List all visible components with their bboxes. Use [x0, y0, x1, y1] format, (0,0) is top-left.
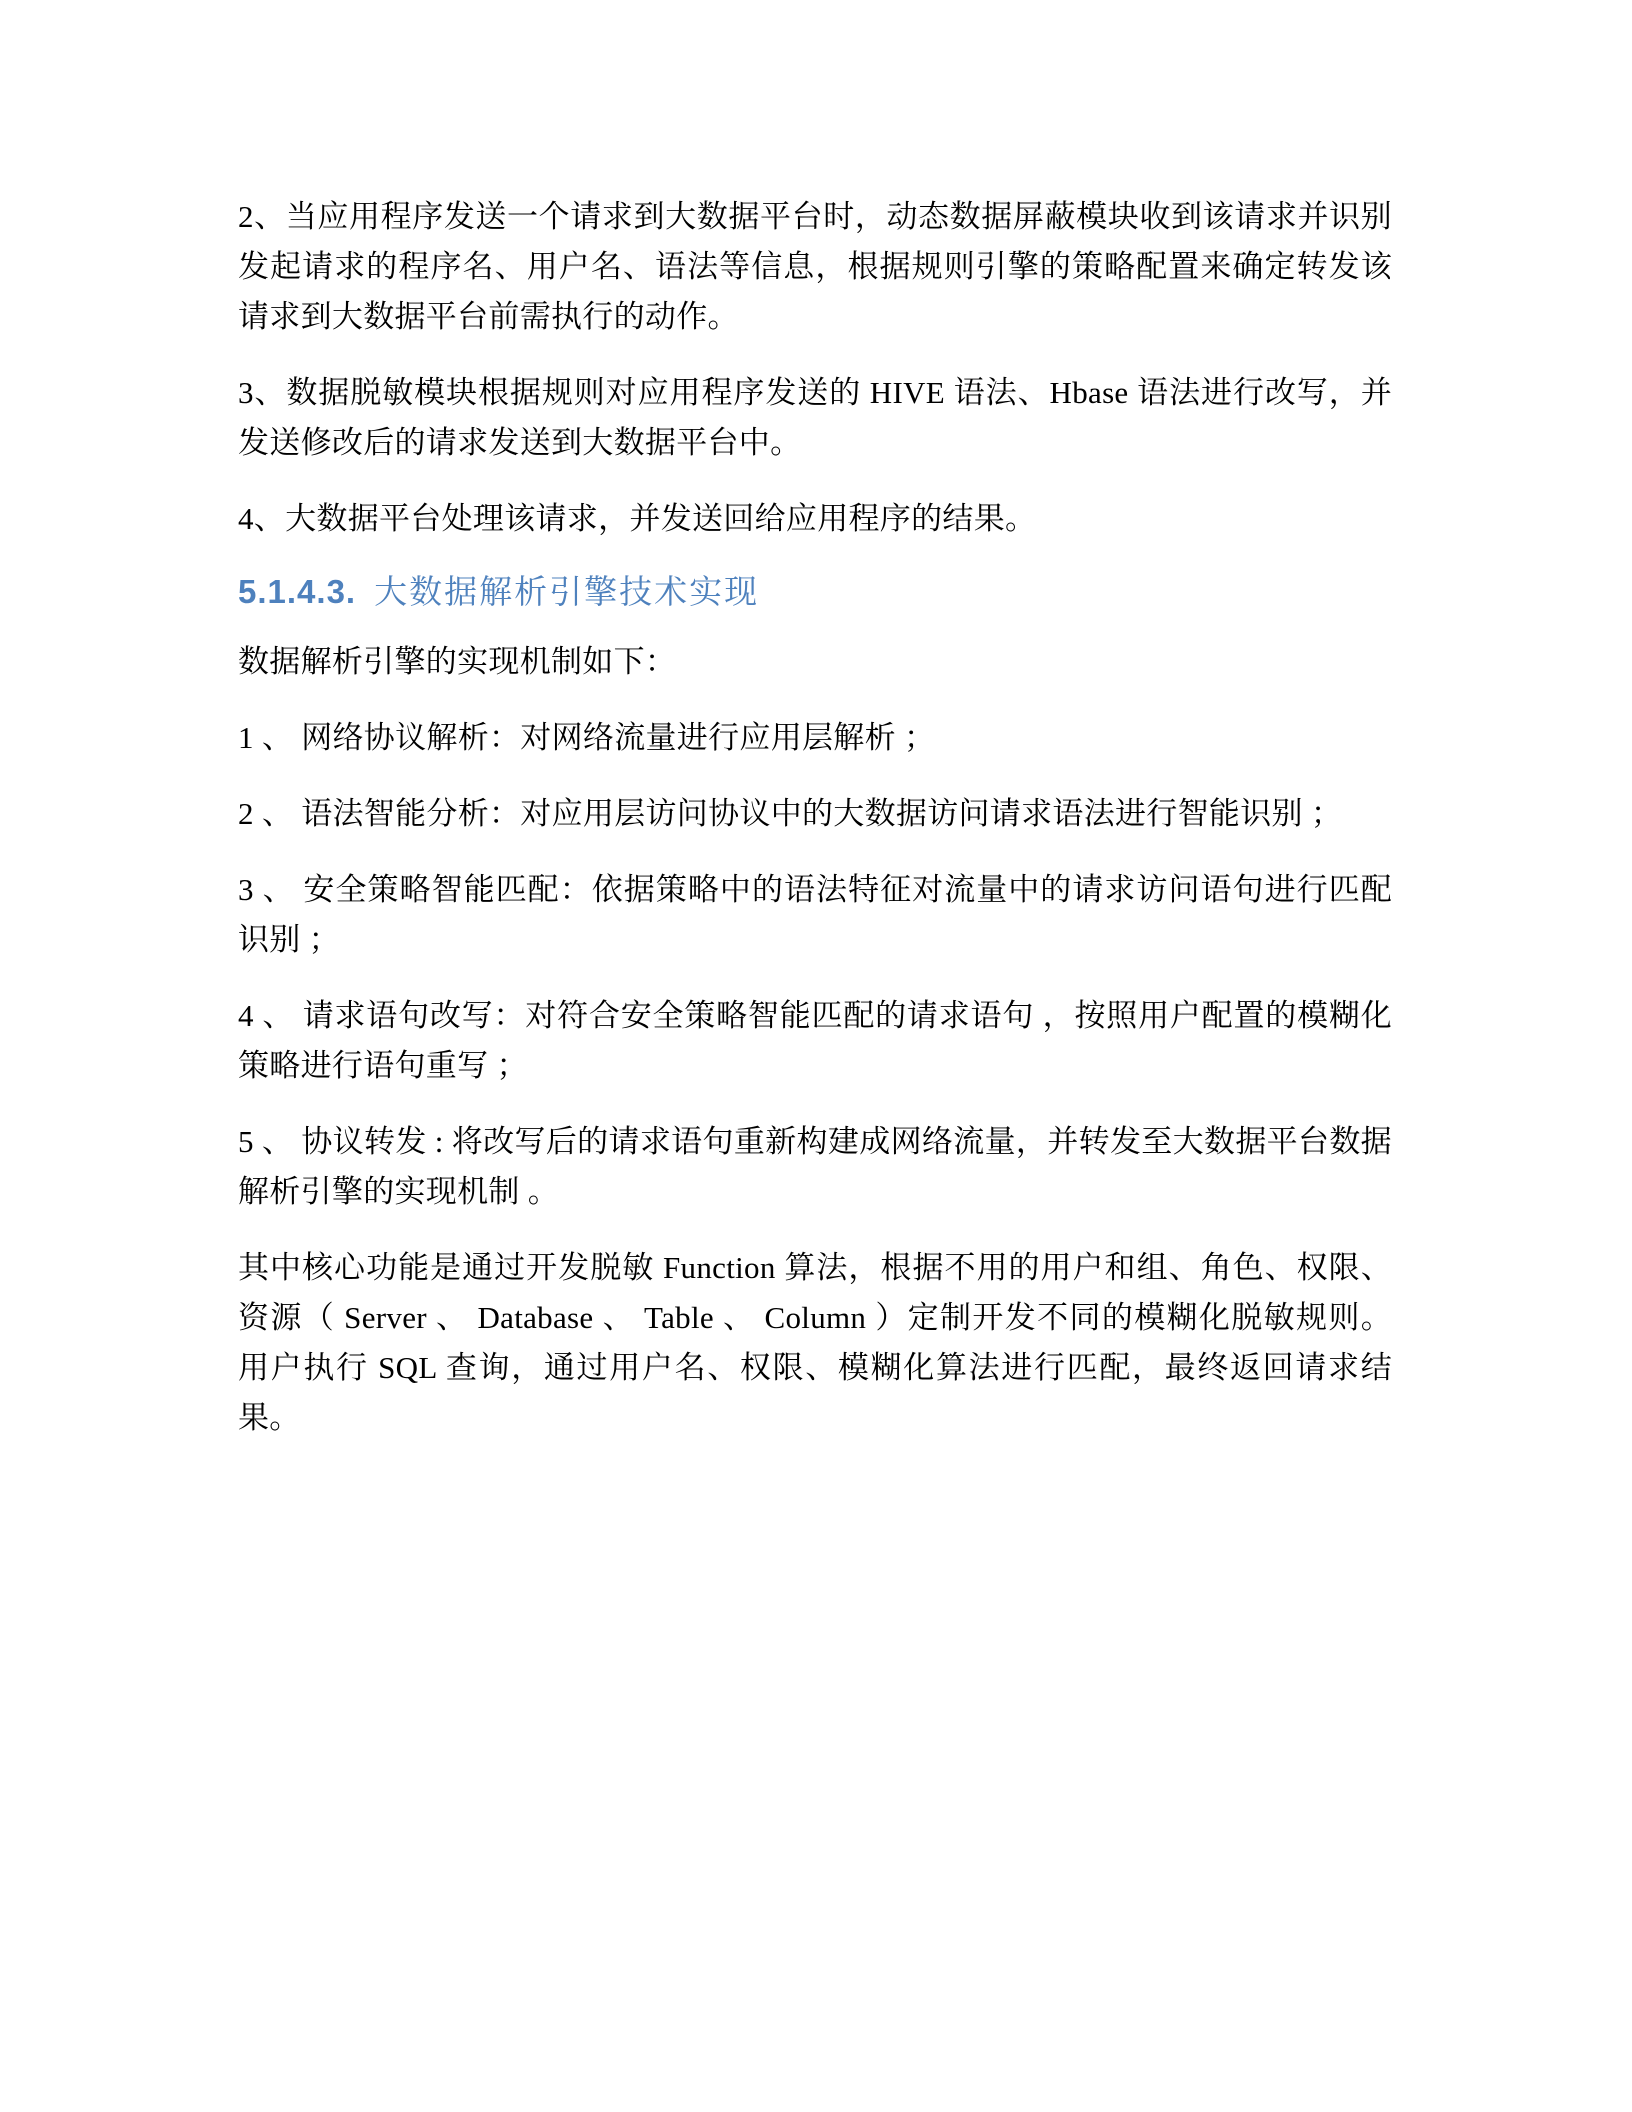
list-item-2: 2 、 语法智能分析：对应用层访问协议中的大数据访问请求语法进行智能识别 ；	[238, 796, 1343, 831]
section-heading-number: 5.1.4.3.	[238, 573, 357, 610]
paragraph-step-4: 4、大数据平台处理该请求，并发送回给应用程序的结果。	[238, 501, 1037, 536]
list-item-4: 4 、 请求语句改写：对符合安全策略智能匹配的请求语句 ，按照用户配置的模糊化策略进行语句重写 ；	[238, 998, 1392, 1083]
paragraph-intro: 数据解析引擎的实现机制如下：	[238, 644, 677, 679]
paragraph-step-3: 3、数据脱敏模块根据规则对应用程序发送的 HIVE 语法、Hbase 语法进行改写，并发送修改后的请求发送到大数据平台中。	[238, 375, 1392, 460]
section-heading-title: 大数据解析引擎技术实现	[374, 575, 760, 611]
list-item-1: 1 、 网络协议解析：对网络流量进行应用层解析 ；	[238, 720, 936, 755]
list-item-3: 3 、 安全策略智能匹配：依据策略中的语法特征对流量中的请求访问语句进行匹配识别 ；	[238, 872, 1392, 957]
section-heading	[238, 570, 1392, 615]
paragraph-step-2: 2、当应用程序发送一个请求到大数据平台时，动态数据屏蔽模块收到该请求并识别发起请求的程序名、用户名、语法等信息，根据规则引擎的策略配置来确定转发该请求到大数据平台前需执行的动作。	[238, 199, 1392, 334]
list-item-5: 5 、 协议转发 : 将改写后的请求语句重新构建成网络流量，并转发至大数据平台数据解析引擎的实现机制 。	[238, 1124, 1392, 1209]
paragraph-closing: 其中核心功能是通过开发脱敏 Function 算法，根据不用的用户和组、角色、权限、资源（ Server 、 Database 、 Table 、 Column ）定制开发不同的模糊化脱敏规则。用户执行 SQL 查询，通过用户名、权限、模糊化算法进行匹配，最终返回请求结果。	[238, 1250, 1392, 1435]
